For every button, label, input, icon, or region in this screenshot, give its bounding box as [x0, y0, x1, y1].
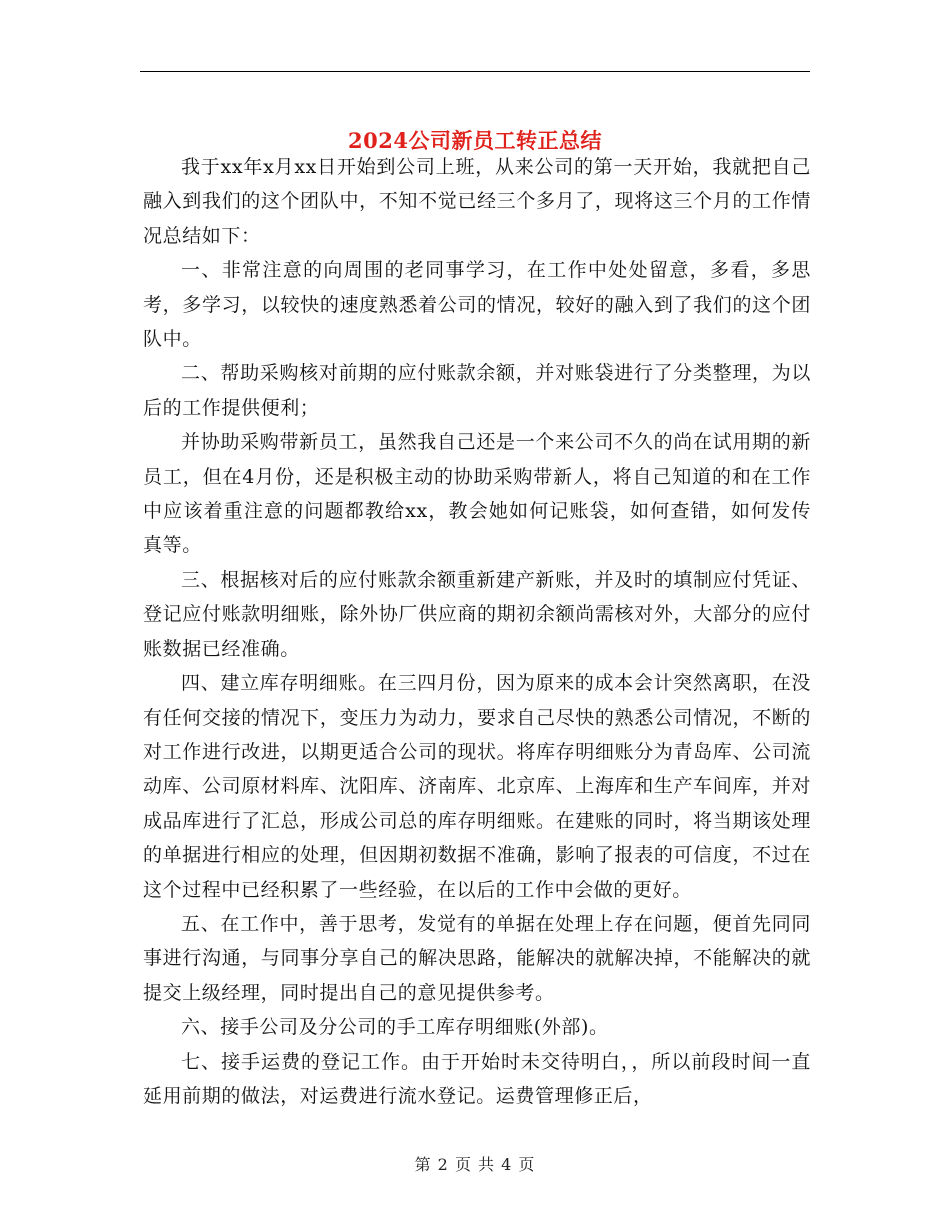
- header-rule: [140, 71, 810, 72]
- paragraph-intro: 我于xx年x月xx日开始到公司上班，从来公司的第一天开始，我就把自己融入到我们的这个团队中，不知不觉已经三个多月了，现将这三个月的工作情况总结如下：: [143, 156, 811, 247]
- paragraph-item-2-cont: 并协助采购带新员工，虽然我自己还是一个来公司不久的尚在试用期的新员工，但在4月份，还是积极主动的协助采购带新人，将自己知道的和在工作中应该着重注意的问题都教给xx，教会她如何记账袋，如何查错，如何发传真等。: [143, 431, 811, 557]
- paragraph-item-2: 二、帮助采购核对前期的应付账款余额，并对账袋进行了分类整理，为以后的工作提供便利；: [143, 362, 811, 419]
- page-number: 第 2 页 共 4 页: [414, 1155, 536, 1174]
- document-title: 2024公司新员工转正总结: [348, 128, 602, 154]
- document-body: [143, 150, 811, 1113]
- paragraph-item-6: 六、接手公司及分公司的手工库存明细账(外部)。: [181, 1016, 609, 1039]
- paragraph-item-3: 三、根据核对后的应付账款余额重新建产新账，并及时的填制应付凭证、登记应付账款明细账，除外协厂供应商的期初余额尚需核对外，大部分的应付账数据已经准确。: [143, 568, 811, 660]
- paragraph-item-7: 七、接手运费的登记工作。由于开始时未交待明白，，所以前段时间一直延用前期的做法，对运费进行流水登记。运费管理修正后，: [143, 1050, 811, 1107]
- paragraph-item-1: 一、非常注意的向周围的老同事学习，在工作中处处留意，多看，多思考，多学习，以较快的速度熟悉着公司的情况，较好的融入到了我们的这个团队中。: [143, 259, 811, 351]
- paragraph-item-4: 四、建立库存明细账。在三四月份，因为原来的成本会计突然离职，在没有任何交接的情况下，变压力为动力，要求自己尽快的熟悉公司情况，不断的对工作进行改进，以期更适合公司的现状。将库存明细账分为青岛库、公司流动库、公司原材料库、沈阳库、济南库、北京库、上海库和生产车间库，并对成品库进行了汇总，形成公司总的库存明细账。在建账的同时，将当期该处理的单据进行相应的处理，但因期初数据不准确，影响了报表的可信度，不过在这个过程中已经积累了一些经验，在以后的工作中会做的更好。: [143, 672, 811, 901]
- paragraph-item-5: 五、在工作中，善于思考，发觉有的单据在处理上存在问题，便首先同同事进行沟通，与同事分享自己的解决思路，能解决的就解决掉，不能解决的就提交上级经理，同时提出自己的意见提供参考。: [143, 912, 811, 1004]
